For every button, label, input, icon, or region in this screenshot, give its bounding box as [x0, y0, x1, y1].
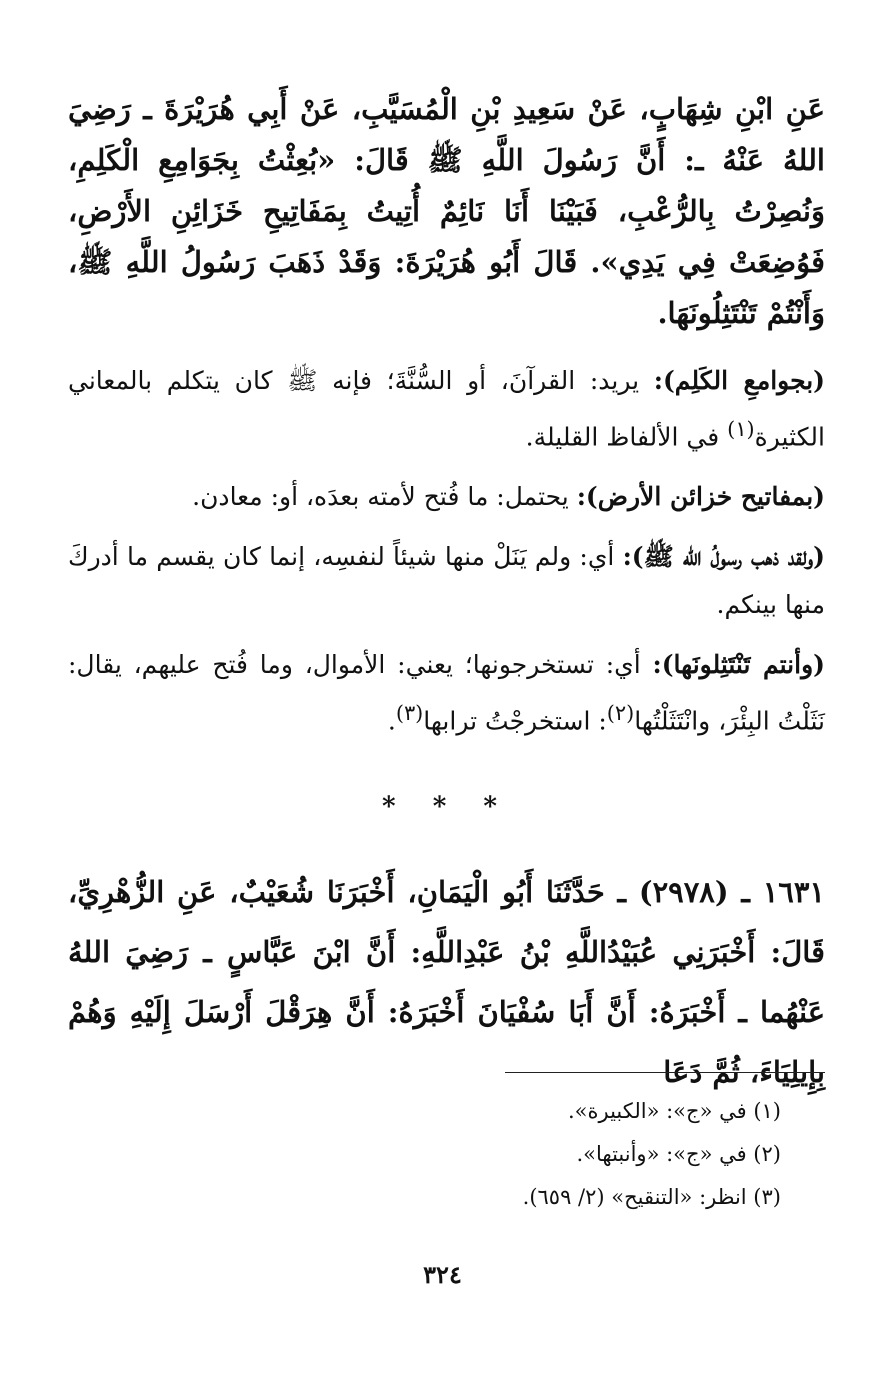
note-text: أي: ولم يَنَلْ منها شيئاً لنفسِه، إنما كان يقسم ما أدركَ منها بينكم.: [68, 542, 825, 620]
footnote-ref: (٣): [395, 701, 424, 726]
commentary-note-4: (وأنتم تَنْتَثِلونَها): أي: تستخرجونها؛ يعني: الأموال، وما فُتح عليهم، يقال: نَثَلْتُ البِئْرَ، وانْتَثَلْتُها$^{(٢)}$: استخرجْتُ ترابها$^{(٣)}$.: [68, 650, 825, 736]
note-term: (بجوامعِ الكَلِم):: [653, 366, 825, 395]
commentary-note-2: [68, 473, 825, 521]
note-term: (وأنتم تَنْتَثِلونَها):: [652, 650, 825, 680]
footnotes: [80, 1090, 781, 1219]
hadith-text: عَنِ ابْنِ شِهَابٍ، عَنْ سَعِيدِ بْنِ الْمُسَيَّبِ، عَنْ أَبِي هُرَيْرَةَ ـ رَضِيَ اللهُ عَنْهُ ـ: أَنَّ رَسُولَ اللَّهِ ﷺ قَالَ: «بُعِثْتُ بِجَوَامِعِ الْكَلِمِ، وَنُصِرْتُ بِالرُّعْبِ، فَبَيْنَا أَنَا نَائِمٌ أُتِيتُ بِمَفَاتِيحِ خَزَائِنِ الأَرْضِ، فَوُضِعَتْ فِي يَدِي». قَالَ أَبُو هُرَيْرَةَ: وَقَدْ ذَهَبَ رَسُولُ اللَّهِ ﷺ، وَأَنْتُمْ تَنْتَثِلُونَهَا.: [68, 92, 825, 330]
footnote-divider: [505, 1072, 825, 1073]
next-hadith-text: ١٦٣١ ـ (٢٩٧٨) ـ حَدَّثَنَا أَبُو الْيَمَانِ، أَخْبَرَنَا شُعَيْبٌ، عَنِ الزُّهْرِيِّ، قَالَ: أَخْبَرَنِي عُبَيْدُاللَّهِ بْنُ عَبْدِاللَّهِ: أَنَّ ابْنَ عَبَّاسٍ ـ رَضِيَ اللهُ عَنْهُما ـ أَخْبَرَهُ: أَنَّ أَبَا سُفْيَانَ أَخْبَرَهُ: أَنَّ هِرَقْلَ أَرْسَلَ إِلَيْهِ وَهُمْ بِإِيلِيَاءَ، ثُمَّ دَعَا: [68, 874, 825, 1089]
footnote-ref: (٢): [606, 701, 635, 726]
note-term: (ولقد ذهب رسولُ الله ﷺ):: [622, 542, 825, 572]
footnote-3: (٣) انظر: «التنقيح» (٢/ ٦٥٩).: [522, 1185, 781, 1209]
footnote-2: (٢) في «ج»: «وأنبتها».: [576, 1142, 781, 1166]
note-text-after: : استخرجْتُ ترابها: [423, 706, 607, 736]
main-text: [68, 84, 825, 1102]
note-text: يريد: القرآنَ، أو السُّنَّةَ؛ فإنه ﷺ كان يتكلم بالمعاني الكثيرة: [68, 366, 825, 452]
note-text: يحتمل: ما فُتح لأمته بعدَه، أو: معادن.: [192, 482, 577, 512]
section-separator: * * *: [382, 791, 511, 822]
note-term: (بمفاتيح خزائن الأرض):: [576, 482, 825, 512]
commentary-note-1: [68, 357, 825, 461]
footnote-1: (١) في «ج»: «الكبيرة».: [567, 1099, 781, 1123]
commentary-note-3: [68, 533, 825, 629]
page-number: ٣٢٤: [423, 1260, 462, 1289]
note-text-after: في الألفاظ القليلة.: [525, 422, 728, 452]
footnote-ref: (١): [727, 417, 755, 441]
note-text: أي: تستخرجونها؛ يعني: الأموال، وما فُتح عليهم، يقال: نَثَلْتُ البِئْرَ، وانْتَثَلْتُها: [68, 650, 825, 736]
